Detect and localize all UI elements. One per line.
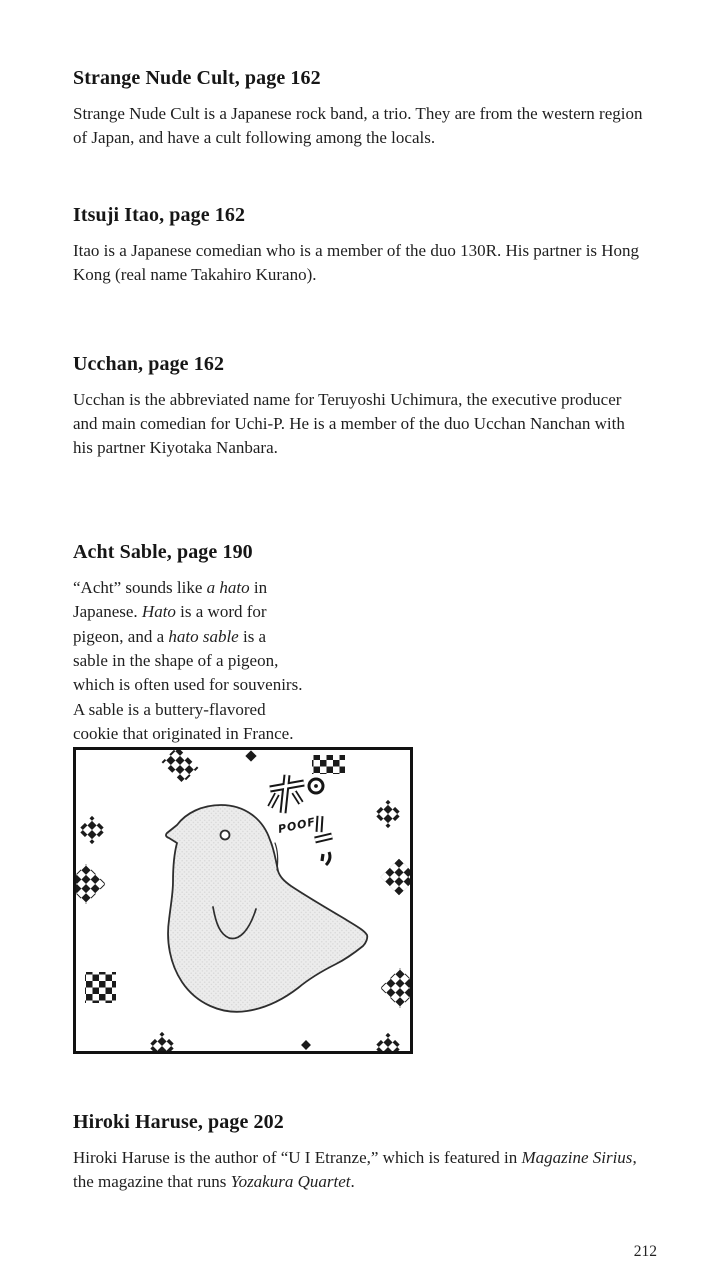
entry-text-column	[73, 540, 316, 747]
entry-heading: Ucchan, page 162	[73, 352, 225, 375]
entry-body: Itao is a Japanese comedian who is a member of the duo 130R. His partner is Hong Kong (real name Takahiro Kurano).	[73, 240, 640, 285]
entry-acht-sable	[73, 540, 657, 1054]
pigeon-cookie-drawing	[166, 805, 367, 1012]
entry-heading: Acht Sable, page 190	[73, 540, 253, 563]
entry-body: Hiroki Haruse is the author of “U I Etranze,” which is featured in Magazine Sirius, the magazine that runs Yozakura Quartet.	[73, 1147, 637, 1192]
page-number: 212	[633, 1242, 657, 1260]
entry-heading: Hiroki Haruse, page 202	[73, 1110, 284, 1133]
entry-body: Strange Nude Cult is a Japanese rock band, a trio. They are from the western region of Japan, and have a cult following among the locals.	[73, 104, 643, 148]
sfx-translation-label: POOF	[276, 814, 318, 836]
entry-ucchan	[73, 352, 657, 461]
entry-strange-nude-cult	[73, 66, 657, 151]
entry-hiroki-haruse	[73, 1110, 657, 1195]
sable-cookie-figure	[73, 747, 657, 1054]
entry-itsuji-itao	[73, 203, 657, 288]
cookie-eye	[221, 830, 230, 839]
entry-body: Ucchan is the abbreviated name for Teruyoshi Uchimura, the executive producer and main comedian for Uchi-P. He is a member of the duo Ucchan Nanchan with his partner Kiyotaka Nanbara.	[73, 389, 625, 458]
cookie-body	[166, 805, 367, 1012]
entry-heading: Itsuji Itao, page 162	[73, 203, 246, 226]
sable-cookie-illustration	[73, 747, 413, 1054]
entry-heading: Strange Nude Cult, page 162	[73, 67, 321, 89]
entry-body: “Acht” sounds like a hato in Japanese. Hato is a word for pigeon, and a hato sable is a sable in the shape of a pigeon, which is often used for souvenirs. A sable is a buttery-flavored cookie that originated in France.	[73, 577, 303, 744]
